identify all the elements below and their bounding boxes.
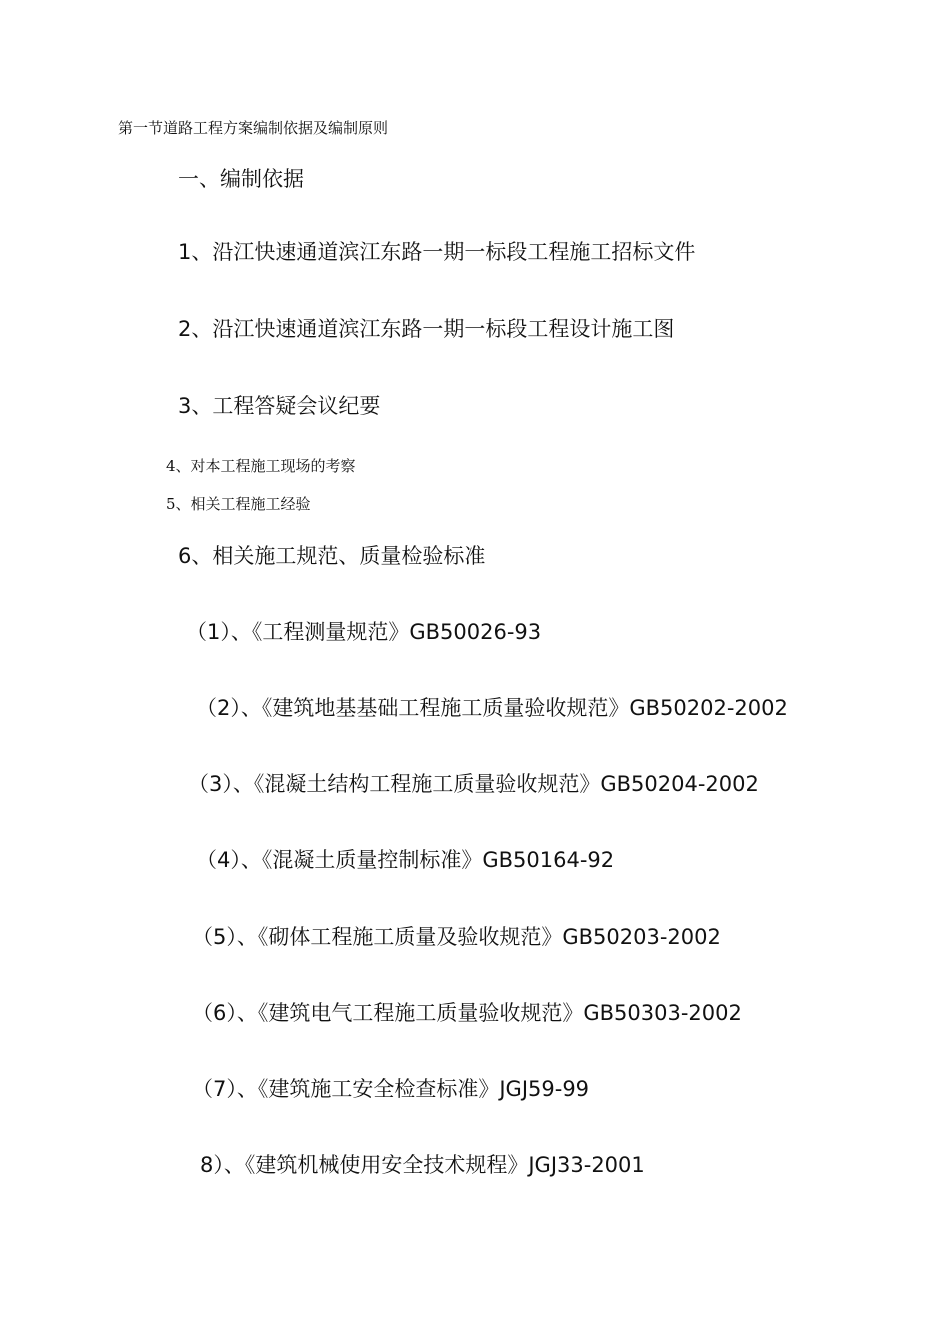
basis-item-5: 5、相关工程施工经验 [166,495,311,513]
basis-item-4: 4、对本工程施工现场的考察 [166,457,356,475]
section-heading: 一、编制依据 [178,167,304,191]
basis-item-3: 3、工程答疑会议纪要 [178,394,381,418]
basis-item-2: 2、沿江快速通道滨江东路一期一标段工程设计施工图 [178,317,675,341]
standard-item-2: （2）、《建筑地基基础工程施工质量验收规范》GB50202-2002 [196,696,788,720]
standard-item-4: （4）、《混凝土质量控制标准》GB50164-92 [196,848,615,872]
basis-item-6: 6、相关施工规范、质量检验标准 [178,544,486,568]
section-title: 第一节道路工程方案编制依据及编制原则 [118,119,389,137]
basis-item-1: 1、沿江快速通道滨江东路一期一标段工程施工招标文件 [178,240,696,264]
standard-item-6: （6）、《建筑电气工程施工质量验收规范》GB50303-2002 [192,1001,742,1025]
standard-item-1: （1）、《工程测量规范》GB50026-93 [186,620,542,644]
standard-item-7: （7）、《建筑施工安全检查标准》JGJ59-99 [192,1077,590,1101]
standard-item-3: （3）、《混凝土结构工程施工质量验收规范》GB50204-2002 [188,772,759,796]
standard-item-8: 8）、《建筑机械使用安全技术规程》JGJ33-2001 [200,1153,645,1177]
standard-item-5: （5）、《砌体工程施工质量及验收规范》GB50203-2002 [192,925,721,949]
